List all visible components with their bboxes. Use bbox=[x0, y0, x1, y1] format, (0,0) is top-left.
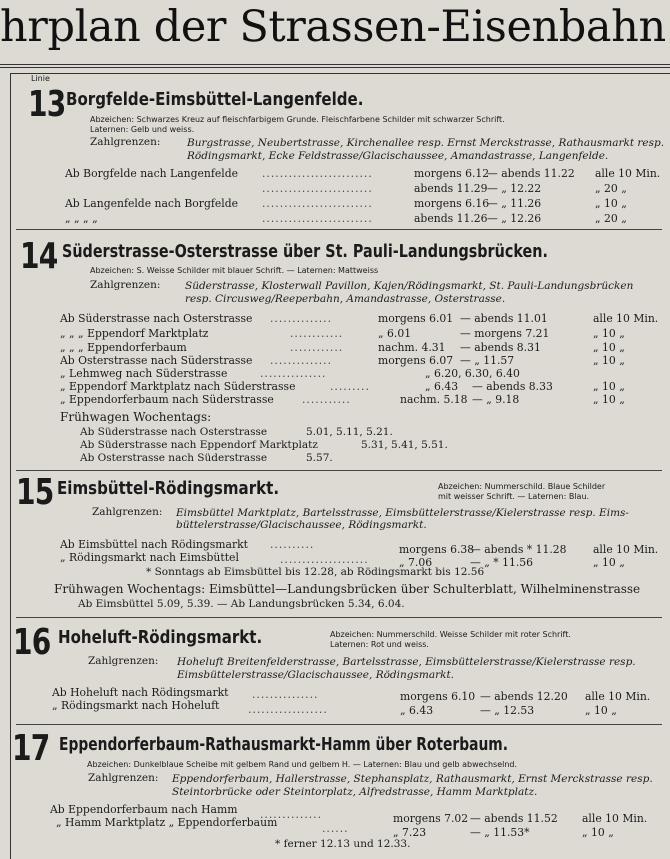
zahlgrenzen-line: büttelerstrasse/Glacischaussee, Rödingsmarkt. bbox=[176, 519, 427, 531]
line-number: 17 bbox=[12, 728, 50, 769]
leader-dots: .......... bbox=[270, 538, 315, 551]
zahlgrenzen-label: Zahlgrenzen: bbox=[88, 772, 159, 784]
leader-dots: ............ bbox=[290, 341, 344, 354]
abzeichen: Abzeichen: Dunkelblaue Scheibe mit gelbem Rand und gelbem H. — Laternen: Blau und gelb abwechselnd. bbox=[87, 760, 518, 769]
zahlgrenzen-label: Zahlgrenzen: bbox=[90, 136, 161, 148]
section-divider bbox=[16, 470, 662, 471]
row-morning: abends 11.26 bbox=[414, 212, 488, 225]
zahlgrenzen-line: Eppendorferbaum, Hallerstrasse, Stephansplatz, Rathausmarkt, Ernst Merckstrasse resp. bbox=[172, 773, 653, 785]
row-route: „ Rödingsmarkt nach Hoheluft bbox=[52, 699, 220, 712]
laternen: Laternen: Rot und weiss. bbox=[330, 640, 429, 649]
page-title: hrplan der Strassen-Eisenbahn bbox=[0, 2, 666, 52]
leader-dots: .................. bbox=[248, 703, 328, 716]
title-rule-2 bbox=[0, 67, 670, 68]
row-evening: — „ 11.57 bbox=[460, 354, 515, 367]
fruehwagen-line-2: Ab Eimsbüttel 5.09, 5.39. — Ab Landungsbrücken 5.34, 6.04. bbox=[78, 598, 405, 610]
row-morning: nachm. 5.18 bbox=[400, 393, 468, 406]
route-title: Hoheluft-Rödingsmarkt. bbox=[58, 628, 263, 648]
row-route: Ab Eppendorferbaum nach Hamm bbox=[50, 803, 238, 816]
zahlgrenzen-line: Hoheluft Breitenfelderstrasse, Bartelsstrasse, Eimsbüttelerstrasse/Kielerstrasse resp. bbox=[177, 656, 636, 668]
row-evening: — abends 12.20 bbox=[480, 690, 568, 703]
row-evening: — abends 11.01 bbox=[460, 312, 548, 325]
row-route: Ab Borgfelde nach Langenfelde bbox=[65, 167, 238, 180]
row-evening: — „ 9.18 bbox=[472, 393, 520, 406]
row-frequency: „ 10 „ bbox=[585, 704, 617, 717]
line-number: 16 bbox=[13, 622, 51, 663]
row-evening: — „ 12.53 bbox=[480, 704, 535, 717]
row-morning: morgens 6.12 bbox=[414, 167, 490, 180]
row-route: „ Eppendorf Marktplatz nach Süderstrasse bbox=[60, 380, 296, 393]
abzeichen: Abzeichen: Nummerschild. Blaue Schilder bbox=[438, 482, 606, 491]
row-evening: — morgens 7.21 bbox=[460, 327, 550, 340]
row-morning: „ 6.20, 6.30, 6.40 bbox=[425, 367, 520, 380]
row-morning: „ 7.23 bbox=[393, 826, 427, 839]
abzeichen: mit weisser Schrift. — Laternen: Blau. bbox=[438, 492, 590, 501]
fruehwagen-route: Ab Süderstrasse nach Osterstrasse bbox=[80, 426, 268, 438]
zahlgrenzen-label: Zahlgrenzen: bbox=[90, 279, 161, 291]
row-route: „ Lehmweg nach Süderstrasse bbox=[60, 367, 228, 380]
abzeichen: Abzeichen: S. Weisse Schilder mit blauer Schrift. — Laternen: Mattweiss bbox=[90, 266, 379, 275]
route-title: Borgfelde-Eimsbüttel-Langenfelde. bbox=[66, 90, 364, 110]
title-rule bbox=[0, 64, 670, 65]
fruehwagen-times: 5.31, 5.41, 5.51. bbox=[361, 439, 448, 451]
row-route: Ab Osterstrasse nach Süderstrasse bbox=[60, 354, 253, 367]
row-evening: — „ 11.26 bbox=[487, 197, 542, 210]
row-frequency: alle 10 Min. bbox=[593, 543, 659, 556]
zahlgrenzen-label: Zahlgrenzen: bbox=[88, 655, 159, 667]
laternen: Laternen: Gelb und weiss. bbox=[90, 125, 195, 134]
leader-dots: ........... bbox=[302, 393, 351, 406]
row-frequency: „ 10 „ bbox=[593, 341, 625, 354]
row-morning: „ 6.01 bbox=[378, 327, 412, 340]
row-route: „ „ „ Eppendorferbaum bbox=[60, 341, 187, 354]
row-morning: morgens 6.07 bbox=[378, 354, 454, 367]
row-morning: „ 6.43 bbox=[425, 380, 459, 393]
leader-dots: ............... bbox=[252, 688, 319, 701]
leader-dots: ............ bbox=[290, 327, 344, 340]
abzeichen: Abzeichen: Schwarzes Kreuz auf fleischfarbigem Grunde. Fleischfarbene Schilder mit schwarzer Schrift. bbox=[90, 115, 505, 124]
row-frequency: „ 10 „ bbox=[593, 393, 625, 406]
row-route: Ab Langenfelde nach Borgfelde bbox=[65, 197, 238, 210]
leader-dots: ...... bbox=[322, 822, 349, 835]
row-route: „ Eppendorferbaum nach Süderstrasse bbox=[60, 393, 274, 406]
row-frequency: „ 20 „ bbox=[595, 182, 627, 195]
row-frequency: „ 10 „ bbox=[595, 197, 627, 210]
row-route: Ab Eimsbüttel nach Rödingsmarkt bbox=[60, 538, 249, 551]
section-divider bbox=[16, 617, 662, 618]
zahlgrenzen-line: resp. Circusweg/Reeperbahn, Amandastrasse, Osterstrasse. bbox=[185, 293, 506, 305]
zahlgrenzen-line: Rödingsmarkt, Ecke Feldstrasse/Glacischaussee, Amandastrasse, Langenfelde. bbox=[187, 150, 609, 162]
row-evening: — „ 12.26 bbox=[487, 212, 542, 225]
leader-dots: ......................... bbox=[262, 167, 373, 180]
row-evening: — abends 8.33 bbox=[472, 380, 553, 393]
section-divider bbox=[16, 724, 662, 725]
fruehwagen-line: Frühwagen Wochentags: Eimsbüttel—Landungsbrücken über Schulterblatt, Wilhelminenstrasse bbox=[54, 582, 641, 596]
leader-dots: ............... bbox=[260, 367, 327, 380]
zahlgrenzen-line: Süderstrasse, Klosterwall Pavillon, Kajen/Rödingsmarkt, St. Pauli-Landungsbrücken bbox=[185, 280, 634, 292]
route-title: Eimsbüttel-Rödingsmarkt. bbox=[57, 479, 280, 499]
row-morning: abends 11.29 bbox=[414, 182, 488, 195]
leader-dots: .............. bbox=[260, 808, 323, 821]
row-morning: morgens 6.16 bbox=[414, 197, 490, 210]
row-morning: morgens 6.01 bbox=[378, 312, 454, 325]
abzeichen: Abzeichen: Nummerschild. Weisse Schilder mit roter Schrift. bbox=[330, 630, 571, 639]
row-frequency: „ 10 „ bbox=[593, 380, 625, 393]
row-morning: „ 6.43 bbox=[400, 704, 434, 717]
row-evening: — abends 11.52 bbox=[470, 812, 558, 825]
leader-dots: .............. bbox=[270, 312, 333, 325]
row-route: „ Hamm Marktplatz „ Eppendorferbaum bbox=[56, 816, 278, 829]
row-frequency: alle 10 Min. bbox=[593, 312, 659, 325]
line-number: 15 bbox=[16, 472, 54, 513]
leader-dots: .................... bbox=[280, 553, 369, 566]
leader-dots: ......... bbox=[330, 380, 370, 393]
fruehwagen-route: Ab Osterstrasse nach Süderstrasse bbox=[80, 452, 268, 464]
route-title: Süderstrasse-Osterstrasse über St. Pauli-Landungsbrücken. bbox=[62, 242, 548, 262]
row-morning: „ 7.06 bbox=[399, 556, 433, 569]
row-frequency: „ 10 „ bbox=[582, 826, 614, 839]
row-route: „ Rödingsmarkt nach Eimsbüttel bbox=[60, 551, 239, 564]
row-route: Ab Süderstrasse nach Osterstrasse bbox=[60, 312, 253, 325]
row-evening: — abends * 11.28 bbox=[470, 543, 567, 556]
leader-dots: ......................... bbox=[262, 197, 373, 210]
row-route: Ab Hoheluft nach Rödingsmarkt bbox=[52, 686, 229, 699]
linie-label: Linie bbox=[31, 74, 50, 83]
fruehwagen-times: 5.57. bbox=[306, 452, 333, 464]
zahlgrenzen-line: Steintorbrücke oder Steintorplatz, Alfredstrasse, Hamm Marktplatz. bbox=[172, 786, 538, 798]
row-morning: morgens 6.38 bbox=[399, 543, 475, 556]
row-frequency: „ 10 „ bbox=[593, 327, 625, 340]
row-frequency: alle 10 Min. bbox=[595, 167, 661, 180]
row-frequency: alle 10 Min. bbox=[582, 812, 648, 825]
row-evening: — „ 11.53* bbox=[470, 826, 530, 839]
leader-dots: .............. bbox=[270, 354, 333, 367]
row-frequency: „ 20 „ bbox=[595, 212, 627, 225]
row-frequency: „ 10 „ bbox=[593, 556, 625, 569]
row-morning: morgens 7.02 bbox=[393, 812, 469, 825]
row-evening: — „ * 11.56 bbox=[470, 556, 533, 569]
zahlgrenzen-line: Burgstrasse, Neubertstrasse, Kirchenallee resp. Ernst Merckstrasse, Rathausmarkt resp. bbox=[187, 137, 665, 149]
sonntags-note: * Sonntags ab Eimsbüttel bis 12.28, ab Rödingsmarkt bis 12.56 bbox=[146, 566, 485, 578]
fruehwagen-route: Ab Süderstrasse nach Eppendorf Marktplatz bbox=[80, 439, 318, 451]
row-morning: nachm. 4.31 bbox=[378, 341, 446, 354]
zahlgrenzen-line: Eimsbüttel Marktplatz, Bartelsstrasse, Eimsbüttelerstrasse/Kielerstrasse resp. Eims- bbox=[176, 507, 629, 519]
section-divider bbox=[16, 229, 662, 230]
zahlgrenzen-line: Eimsbüttelerstrasse/Glacischaussee, Rödingsmarkt. bbox=[177, 669, 455, 681]
row-route: „ „ „ Eppendorf Marktplatz bbox=[60, 327, 209, 340]
row-evening: — „ 12.22 bbox=[487, 182, 542, 195]
row-frequency: alle 10 Min. bbox=[585, 690, 651, 703]
line-number: 14 bbox=[20, 236, 58, 277]
zahlgrenzen-label: Zahlgrenzen: bbox=[92, 506, 163, 518]
row-route: „ „ „ „ bbox=[65, 212, 98, 225]
row-morning: morgens 6.10 bbox=[400, 690, 476, 703]
route-title: Eppendorferbaum-Rathausmarkt-Hamm über Roterbaum. bbox=[59, 735, 508, 755]
fruehwagen-title: Frühwagen Wochentags: bbox=[60, 410, 212, 424]
row-evening: — abends 11.22 bbox=[487, 167, 575, 180]
row-frequency: „ 10 „ bbox=[593, 354, 625, 367]
fruehwagen-times: 5.01, 5.11, 5.21. bbox=[306, 426, 393, 438]
line-number: 13 bbox=[28, 84, 66, 125]
row-evening: — abends 8.31 bbox=[460, 341, 541, 354]
ferner-note: * ferner 12.13 und 12.33. bbox=[275, 838, 411, 850]
leader-dots: ......................... bbox=[262, 212, 373, 225]
leader-dots: ......................... bbox=[262, 182, 373, 195]
